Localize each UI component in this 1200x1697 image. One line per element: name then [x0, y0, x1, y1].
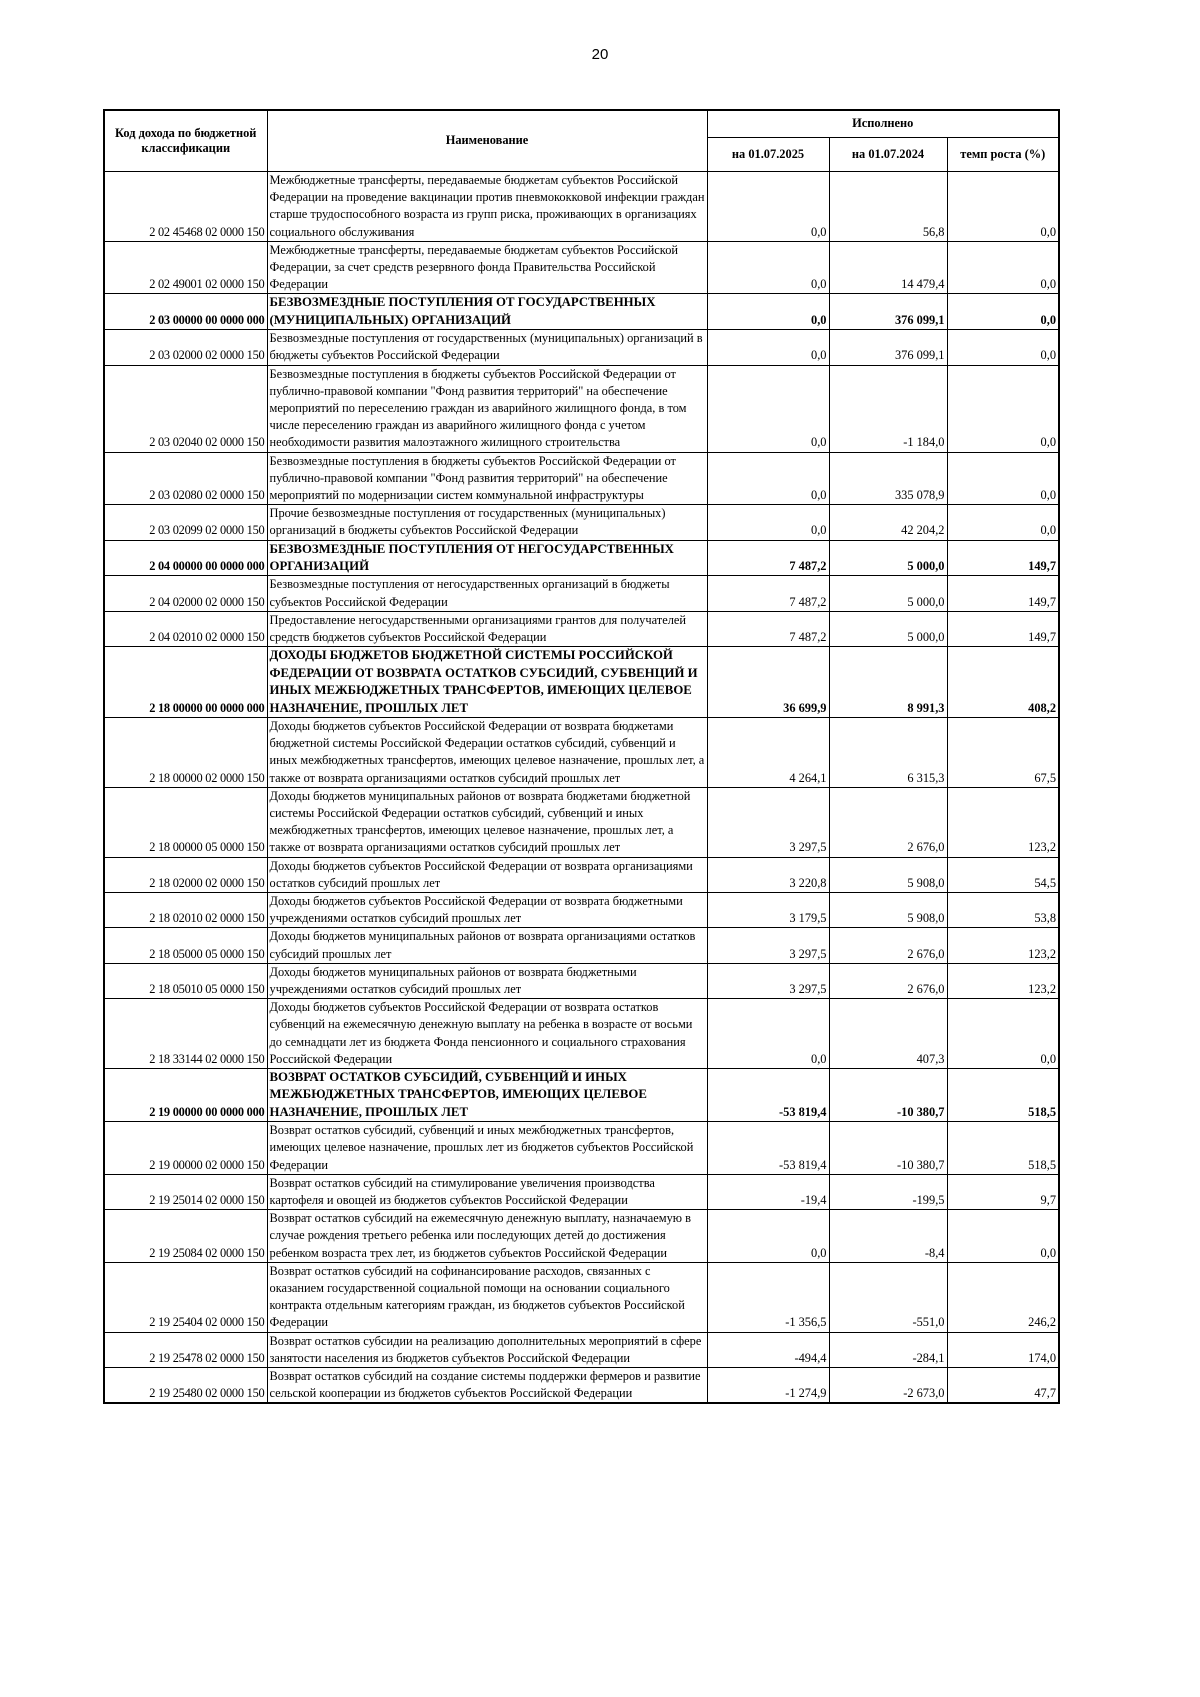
row-growth-rate: 149,7 — [947, 540, 1059, 576]
row-value-2024: 376 099,1 — [829, 294, 947, 330]
row-name: БЕЗВОЗМЕЗДНЫЕ ПОСТУПЛЕНИЯ ОТ ГОСУДАРСТВЕННЫХ (МУНИЦИПАЛЬНЫХ) ОРГАНИЗАЦИЙ — [267, 294, 707, 330]
row-code: 2 18 02000 02 0000 150 — [104, 857, 267, 892]
row-value-2025: 0,0 — [707, 241, 829, 294]
row-value-2024: 5 000,0 — [829, 611, 947, 646]
row-code: 2 03 02000 02 0000 150 — [104, 330, 267, 365]
row-value-2024: -10 380,7 — [829, 1122, 947, 1175]
row-value-2024: 376 099,1 — [829, 330, 947, 365]
row-code: 2 02 45468 02 0000 150 — [104, 172, 267, 242]
row-value-2025: 7 487,2 — [707, 540, 829, 576]
row-growth-rate: 123,2 — [947, 928, 1059, 963]
row-name: Предоставление негосударственными организациями грантов для получателей средств бюджетов субъектов Российской Федерации — [267, 611, 707, 646]
row-name: Возврат остатков субсидий на создание системы поддержки фермеров и развитие сельской кооперации из бюджетов субъектов Российской Федерации — [267, 1368, 707, 1404]
row-value-2025: 3 297,5 — [707, 787, 829, 857]
row-name: Доходы бюджетов субъектов Российской Федерации от возврата остатков субвенций на ежемесячную денежную выплату на ребенка в возрасте от восьми до семнадцати лет из бюджета Фонда пенсионного и социального страхования Российской Федерации — [267, 999, 707, 1069]
row-name: Возврат остатков субсидий, субвенций и иных межбюджетных трансфертов, имеющих целевое назначение, прошлых лет из бюджетов субъектов Российской Федерации — [267, 1122, 707, 1175]
row-name: Межбюджетные трансферты, передаваемые бюджетам субъектов Российской Федерации, за счет средств резервного фонда Правительства Российской Федерации — [267, 241, 707, 294]
row-value-2024: 407,3 — [829, 999, 947, 1069]
row-growth-rate: 123,2 — [947, 963, 1059, 998]
row-name: БЕЗВОЗМЕЗДНЫЕ ПОСТУПЛЕНИЯ ОТ НЕГОСУДАРСТВЕННЫХ ОРГАНИЗАЦИЙ — [267, 540, 707, 576]
header-code: Код дохода по бюджетной классификации — [104, 110, 267, 172]
header-executed: Исполнено — [707, 110, 1059, 138]
row-growth-rate: 174,0 — [947, 1332, 1059, 1367]
table-row — [104, 963, 1059, 998]
row-name: ВОЗВРАТ ОСТАТКОВ СУБСИДИЙ, СУБВЕНЦИЙ И ИНЫХ МЕЖБЮДЖЕТНЫХ ТРАНСФЕРТОВ, ИМЕЮЩИХ ЦЕЛЕВОЕ НАЗНАЧЕНИЕ, ПРОШЛЫХ ЛЕТ — [267, 1068, 707, 1121]
row-value-2024: 5 000,0 — [829, 540, 947, 576]
row-name: Возврат остатков субсидий на ежемесячную денежную выплату, назначаемую в случае рождения третьего ребенка или последующих детей до достижения ребенком возраста трех лет, из бюджетов субъектов Российской Федерации — [267, 1210, 707, 1263]
table-row — [104, 172, 1059, 242]
table-row — [104, 928, 1059, 963]
row-code: 2 04 02000 02 0000 150 — [104, 576, 267, 611]
row-code: 2 19 25014 02 0000 150 — [104, 1174, 267, 1209]
row-value-2025: 0,0 — [707, 365, 829, 452]
row-growth-rate: 0,0 — [947, 330, 1059, 365]
row-code: 2 18 33144 02 0000 150 — [104, 999, 267, 1069]
row-growth-rate: 0,0 — [947, 505, 1059, 540]
row-value-2024: 14 479,4 — [829, 241, 947, 294]
row-code: 2 18 00000 00 0000 000 — [104, 647, 267, 718]
row-code: 2 04 02010 02 0000 150 — [104, 611, 267, 646]
row-value-2025: -19,4 — [707, 1174, 829, 1209]
row-code: 2 19 25478 02 0000 150 — [104, 1332, 267, 1367]
row-code: 2 18 00000 05 0000 150 — [104, 787, 267, 857]
row-name: Доходы бюджетов субъектов Российской Федерации от возврата организациями остатков субсидий прошлых лет — [267, 857, 707, 892]
row-code: 2 18 02010 02 0000 150 — [104, 892, 267, 927]
row-value-2025: 0,0 — [707, 505, 829, 540]
table-row — [104, 999, 1059, 1069]
table-row — [104, 1122, 1059, 1175]
row-value-2025: -1 274,9 — [707, 1368, 829, 1404]
table-row — [104, 294, 1059, 330]
row-value-2024: -1 184,0 — [829, 365, 947, 452]
row-growth-rate: 246,2 — [947, 1262, 1059, 1332]
table-row — [104, 1068, 1059, 1121]
row-code: 2 19 00000 02 0000 150 — [104, 1122, 267, 1175]
row-code: 2 19 25480 02 0000 150 — [104, 1368, 267, 1404]
row-name: Безвозмездные поступления от негосударственных организаций в бюджеты субъектов Российской Федерации — [267, 576, 707, 611]
row-name: Доходы бюджетов муниципальных районов от возврата организациями остатков субсидий прошлых лет — [267, 928, 707, 963]
row-growth-rate: 0,0 — [947, 172, 1059, 242]
table-row — [104, 1332, 1059, 1367]
row-code: 2 19 25084 02 0000 150 — [104, 1210, 267, 1263]
row-value-2024: -284,1 — [829, 1332, 947, 1367]
row-growth-rate: 0,0 — [947, 1210, 1059, 1263]
row-value-2025: 0,0 — [707, 294, 829, 330]
table-row — [104, 365, 1059, 452]
row-value-2024: 335 078,9 — [829, 452, 947, 505]
row-name: Безвозмездные поступления от государственных (муниципальных) организаций в бюджеты субъектов Российской Федерации — [267, 330, 707, 365]
row-growth-rate: 53,8 — [947, 892, 1059, 927]
table-row — [104, 1210, 1059, 1263]
row-growth-rate: 47,7 — [947, 1368, 1059, 1404]
row-value-2024: -551,0 — [829, 1262, 947, 1332]
row-code: 2 18 05010 05 0000 150 — [104, 963, 267, 998]
row-value-2024: 2 676,0 — [829, 963, 947, 998]
row-value-2025: -1 356,5 — [707, 1262, 829, 1332]
table-row — [104, 1262, 1059, 1332]
table-row — [104, 647, 1059, 718]
row-value-2024: 2 676,0 — [829, 928, 947, 963]
row-value-2025: 0,0 — [707, 172, 829, 242]
row-value-2024: 42 204,2 — [829, 505, 947, 540]
row-growth-rate: 0,0 — [947, 452, 1059, 505]
row-code: 2 19 25404 02 0000 150 — [104, 1262, 267, 1332]
table-row — [104, 1174, 1059, 1209]
row-name: Прочие безвозмездные поступления от государственных (муниципальных) организаций в бюджеты субъектов Российской Федерации — [267, 505, 707, 540]
row-value-2024: 2 676,0 — [829, 787, 947, 857]
header-2024: на 01.07.2024 — [829, 138, 947, 172]
row-growth-rate: 0,0 — [947, 241, 1059, 294]
row-value-2025: 3 297,5 — [707, 928, 829, 963]
row-value-2025: 0,0 — [707, 452, 829, 505]
row-growth-rate: 67,5 — [947, 717, 1059, 787]
page-number: 20 — [591, 46, 609, 63]
header-name: Наименование — [267, 110, 707, 172]
row-value-2025: -494,4 — [707, 1332, 829, 1367]
table-row — [104, 241, 1059, 294]
row-code: 2 19 00000 00 0000 000 — [104, 1068, 267, 1121]
row-value-2024: -8,4 — [829, 1210, 947, 1263]
row-value-2024: 5 908,0 — [829, 857, 947, 892]
row-value-2025: 7 487,2 — [707, 611, 829, 646]
row-value-2024: -10 380,7 — [829, 1068, 947, 1121]
row-value-2024: 8 991,3 — [829, 647, 947, 718]
row-value-2025: 0,0 — [707, 330, 829, 365]
header-2025: на 01.07.2025 — [707, 138, 829, 172]
row-code: 2 18 05000 05 0000 150 — [104, 928, 267, 963]
row-name: Безвозмездные поступления в бюджеты субъектов Российской Федерации от публично-правовой компании "Фонд развития территорий" на обеспечение мероприятий по модернизации систем коммунальной инфраструктуры — [267, 452, 707, 505]
row-value-2025: -53 819,4 — [707, 1068, 829, 1121]
row-value-2025: 4 264,1 — [707, 717, 829, 787]
row-growth-rate: 54,5 — [947, 857, 1059, 892]
row-growth-rate: 149,7 — [947, 576, 1059, 611]
row-value-2024: 5 000,0 — [829, 576, 947, 611]
row-value-2024: 5 908,0 — [829, 892, 947, 927]
table-row — [104, 576, 1059, 611]
table-row — [104, 540, 1059, 576]
table-row — [104, 787, 1059, 857]
row-growth-rate: 518,5 — [947, 1122, 1059, 1175]
row-value-2025: 7 487,2 — [707, 576, 829, 611]
row-code: 2 03 02099 02 0000 150 — [104, 505, 267, 540]
row-value-2025: 3 297,5 — [707, 963, 829, 998]
row-name: Возврат остатков субсидий на софинансирование расходов, связанных с оказанием государственной социальной помощи на основании социального контракта отдельным категориям граждан, из бюджетов субъектов Российской Федерации — [267, 1262, 707, 1332]
row-growth-rate: 9,7 — [947, 1174, 1059, 1209]
row-name: Возврат остатков субсидий на стимулирование увеличения производства картофеля и овощей из бюджетов субъектов Российской Федерации — [267, 1174, 707, 1209]
table-row — [104, 857, 1059, 892]
row-value-2025: 3 220,8 — [707, 857, 829, 892]
row-value-2025: 0,0 — [707, 999, 829, 1069]
row-name: Безвозмездные поступления в бюджеты субъектов Российской Федерации от публично-правовой компании "Фонд развития территорий" на обеспечение мероприятий по переселению граждан из аварийного жилищного фонда, в том числе переселению граждан из аварийного жилищного фонда с учетом необходимости развития малоэтажного жилищного строительства — [267, 365, 707, 452]
row-value-2025: 0,0 — [707, 1210, 829, 1263]
row-value-2025: 3 179,5 — [707, 892, 829, 927]
table-row — [104, 892, 1059, 927]
row-name: Доходы бюджетов муниципальных районов от возврата бюджетными учреждениями остатков субсидий прошлых лет — [267, 963, 707, 998]
row-code: 2 18 00000 02 0000 150 — [104, 717, 267, 787]
table-row — [104, 330, 1059, 365]
row-code: 2 02 49001 02 0000 150 — [104, 241, 267, 294]
row-value-2024: 56,8 — [829, 172, 947, 242]
row-value-2025: 36 699,9 — [707, 647, 829, 718]
header-growth: темп роста (%) — [947, 138, 1059, 172]
row-name: Межбюджетные трансферты, передаваемые бюджетам субъектов Российской Федерации на проведение вакцинации против пневмококковой инфекции граждан старше трудоспособного возраста из групп риска, проживающих в организациях социального обслуживания — [267, 172, 707, 242]
table-row — [104, 505, 1059, 540]
table-row — [104, 452, 1059, 505]
table-row — [104, 611, 1059, 646]
row-growth-rate: 0,0 — [947, 294, 1059, 330]
table-row — [104, 717, 1059, 787]
row-value-2024: -199,5 — [829, 1174, 947, 1209]
budget-revenue-table — [103, 109, 1060, 1404]
row-name: Доходы бюджетов субъектов Российской Федерации от возврата бюджетными учреждениями остатков субсидий прошлых лет — [267, 892, 707, 927]
row-growth-rate: 123,2 — [947, 787, 1059, 857]
table-row — [104, 1368, 1059, 1404]
row-value-2025: -53 819,4 — [707, 1122, 829, 1175]
row-growth-rate: 518,5 — [947, 1068, 1059, 1121]
row-name: ДОХОДЫ БЮДЖЕТОВ БЮДЖЕТНОЙ СИСТЕМЫ РОССИЙСКОЙ ФЕДЕРАЦИИ ОТ ВОЗВРАТА ОСТАТКОВ СУБСИДИЙ, СУБВЕНЦИЙ И ИНЫХ МЕЖБЮДЖЕТНЫХ ТРАНСФЕРТОВ, ИМЕЮЩИХ ЦЕЛЕВОЕ НАЗНАЧЕНИЕ, ПРОШЛЫХ ЛЕТ — [267, 647, 707, 718]
row-growth-rate: 408,2 — [947, 647, 1059, 718]
row-code: 2 03 00000 00 0000 000 — [104, 294, 267, 330]
row-code: 2 04 00000 00 0000 000 — [104, 540, 267, 576]
row-growth-rate: 149,7 — [947, 611, 1059, 646]
row-code: 2 03 02040 02 0000 150 — [104, 365, 267, 452]
row-growth-rate: 0,0 — [947, 365, 1059, 452]
row-name: Доходы бюджетов муниципальных районов от возврата бюджетами бюджетной системы Российской Федерации остатков субсидий, субвенций и иных межбюджетных трансфертов, имеющих целевое назначение, прошлых лет, а также от возврата организациями остатков субсидий прошлых лет — [267, 787, 707, 857]
row-value-2024: 6 315,3 — [829, 717, 947, 787]
row-value-2024: -2 673,0 — [829, 1368, 947, 1404]
row-name: Доходы бюджетов субъектов Российской Федерации от возврата бюджетами бюджетной системы Российской Федерации остатков субсидий, субвенций и иных межбюджетных трансфертов, имеющих целевое назначение, прошлых лет, а также от возврата организациями остатков субсидий прошлых лет — [267, 717, 707, 787]
row-code: 2 03 02080 02 0000 150 — [104, 452, 267, 505]
row-growth-rate: 0,0 — [947, 999, 1059, 1069]
row-name: Возврат остатков субсидии на реализацию дополнительных мероприятий в сфере занятости населения из бюджетов субъектов Российской Федерации — [267, 1332, 707, 1367]
